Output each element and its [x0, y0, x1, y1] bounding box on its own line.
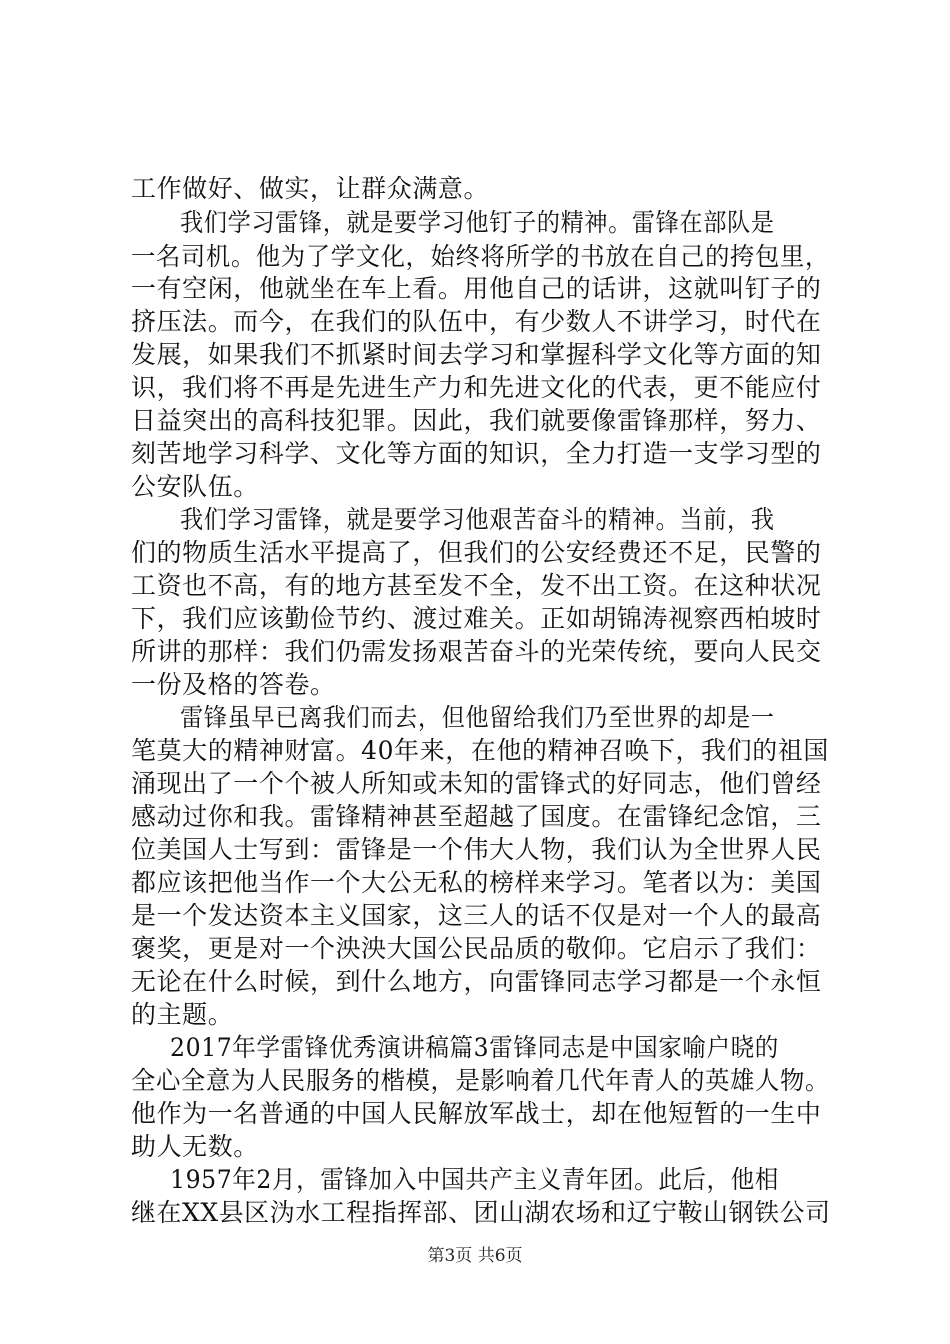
text-line: 我们学习雷锋，就是要学习他艰苦奋斗的精神。当前，我	[180, 505, 775, 534]
text-line: 工资也不高，有的地方甚至发不全，发不出工资。在这种状况	[131, 571, 822, 600]
text-line: 都应该把他当作一个大公无私的榜样来学习。笔者以为：美国	[131, 868, 822, 897]
text-line: 发展，如果我们不抓紧时间去学习和掌握科学文化等方面的知	[131, 340, 822, 369]
text-line: 所讲的那样：我们仍需发扬艰苦奋斗的光荣传统，要向人民交	[131, 637, 822, 666]
text-line: 他作为一名普通的中国人民解放军战士，却在他短暂的一生中	[131, 1099, 822, 1128]
text-line: 的主题。	[131, 1000, 234, 1029]
text-line: 公安队伍。	[131, 472, 259, 501]
text-line: 涌现出了一个个被人所知或未知的雷锋式的好同志，他们曾经	[131, 769, 822, 798]
text-line: 全心全意为人民服务的楷模，是影响着几代年青人的英雄人物。	[131, 1066, 830, 1095]
text-line: 褒奖，更是对一个泱泱大国公民品质的敬仰。它启示了我们：	[131, 934, 822, 963]
text-line: 是一个发达资本主义国家，这三人的话不仅是对一个人的最高	[131, 901, 822, 930]
text-line: 日益突出的高科技犯罪。因此，我们就要像雷锋那样，努力、	[131, 406, 822, 435]
text-line: 一名司机。他为了学文化，始终将所学的书放在自己的挎包里，	[131, 242, 830, 271]
text-line: 一有空闲，他就坐在车上看。用他自己的话讲，这就叫钉子的	[131, 274, 822, 303]
text-line: 2017年学雷锋优秀演讲稿篇3雷锋同志是中国家喻户晓的	[170, 1033, 779, 1062]
text-line: 位美国人士写到：雷锋是一个伟大人物，我们认为全世界人民	[131, 835, 822, 864]
text-line: 我们学习雷锋，就是要学习他钉子的精神。雷锋在部队是	[180, 208, 775, 237]
text-line: 工作做好、做实，让群众满意。	[131, 174, 490, 203]
text-line: 1957年2月，雷锋加入中国共产主义青年团。此后，他相	[170, 1165, 779, 1194]
text-line: 识，我们将不再是先进生产力和先进文化的代表，更不能应付	[131, 373, 822, 402]
text-line: 们的物质生活水平提高了，但我们的公安经费还不足，民警的	[131, 538, 822, 567]
text-line: 感动过你和我。雷锋精神甚至超越了国度。在雷锋纪念馆，三	[131, 802, 822, 831]
page-number-footer: 第3页 共6页	[427, 1246, 523, 1266]
text-line: 一份及格的答卷。	[131, 670, 336, 699]
text-line: 继在XX县区沩水工程指挥部、团山湖农场和辽宁鞍山钢铁公司	[131, 1198, 831, 1227]
text-line: 挤压法。而今，在我们的队伍中，有少数人不讲学习，时代在	[131, 307, 822, 336]
text-line: 无论在什么时候，到什么地方，向雷锋同志学习都是一个永恒	[131, 967, 822, 996]
text-line: 助人无数。	[131, 1132, 259, 1161]
text-line: 下，我们应该勤俭节约、渡过难关。正如胡锦涛视察西柏坡时	[131, 604, 822, 633]
text-line: 雷锋虽早已离我们而去，但他留给我们乃至世界的却是一	[180, 703, 775, 732]
text-line: 笔莫大的精神财富。40年来，在他的精神召唤下，我们的祖国	[131, 736, 829, 765]
text-line: 刻苦地学习科学、文化等方面的知识，全力打造一支学习型的	[131, 439, 822, 468]
